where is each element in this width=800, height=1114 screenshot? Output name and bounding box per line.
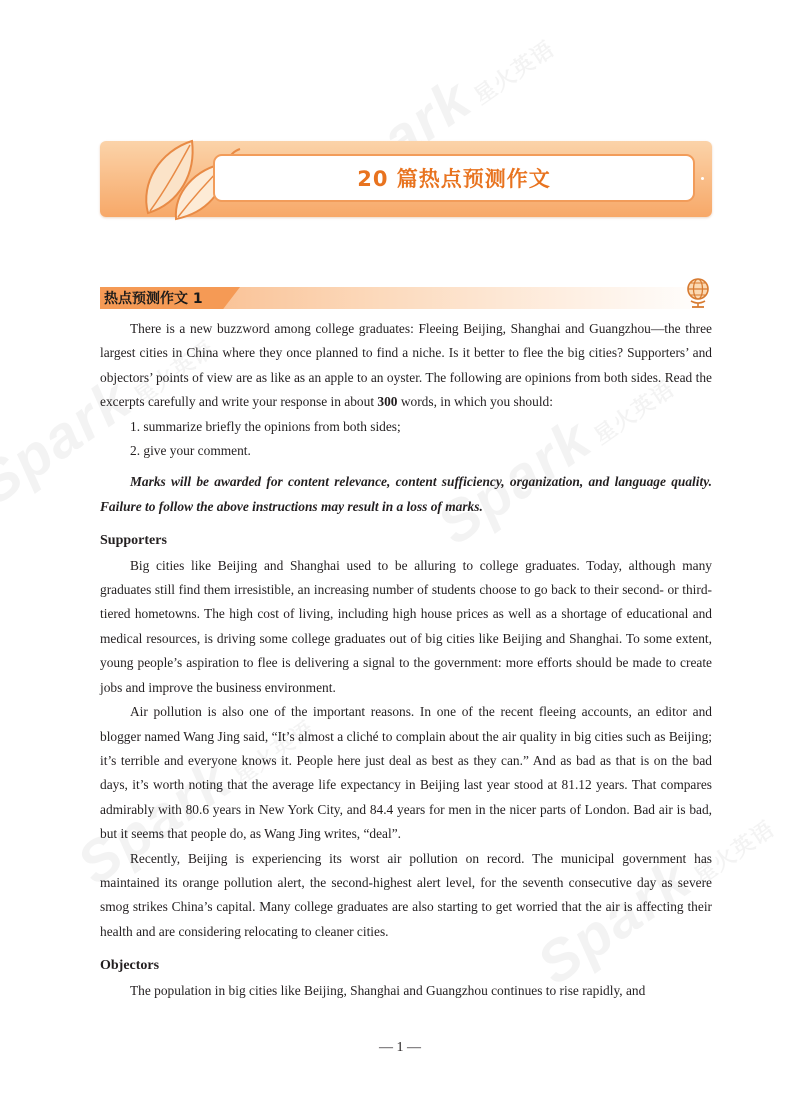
banner-title-box	[213, 154, 695, 202]
banner-dot	[701, 177, 704, 180]
word-count: 300	[377, 394, 398, 410]
section-title: 热点预测作文 1	[104, 291, 203, 307]
marks-note: Marks will be awarded for content relevance, content sufficiency, organization, and language quality. Failure to follow the above instructions may result in a loss of marks.	[100, 474, 712, 514]
title-banner	[100, 141, 712, 217]
document-body	[100, 317, 712, 1003]
section-header	[100, 287, 712, 309]
page-title: 20 篇热点预测作文	[357, 167, 551, 191]
globe-icon	[683, 276, 713, 308]
objectors-heading: Objectors	[100, 958, 160, 974]
supporters-heading: Supporters	[100, 533, 167, 549]
supporters-paragraph-3: Recently, Beijing is experiencing its worst air pollution on record. The municipal government has maintained its orange pollution alert, the second-highest alert level, for the seventh consecutive day as severe smog strikes China’s capital. Many college graduates are also starting to get worried that the air is affecting their health and are considering relocating to cleaner cities.	[100, 850, 712, 939]
list-item: 2. give your comment.	[130, 443, 251, 459]
supporters-paragraph-1: Big cities like Beijing and Shanghai used to be alluring to college graduates. Today, although many graduates still find them irresistible, an increasing number of students choose to go back to their second- or third-tiered hometowns. The high cost of living, including high house prices as well as a shortage of educational and medical resources, is driving some college graduates out of big cities like Beijing and Shanghai. To some extent, young people’s aspiration to flee is delivering a signal to the government: more efforts should be made to create jobs and improve the business environment.	[100, 557, 712, 695]
intro-paragraph: There is a new buzzword among college graduates: Fleeing Beijing, Shanghai and Guangzhou—the three largest cities in China where they once planned to find a niche. Is it better to flee the big cities? Supporters’ and objectors’ points of view are as like as an apple to an oyster. The following are opinions from both sides. Read the excerpts carefully and write your response in about 300 words, in which you should:	[100, 321, 712, 410]
page-number: — 1 —	[379, 1040, 421, 1055]
objectors-paragraph-1: The population in big cities like Beijing, Shanghai and Guangzhou continues to rise rapidly, and	[130, 982, 646, 998]
list-item: 1. summarize briefly the opinions from both sides;	[130, 418, 401, 434]
supporters-paragraph-2: Air pollution is also one of the important reasons. In one of the recent fleeing accounts, an editor and blogger named Wang Jing said, “It’s almost a cliché to complain about the air quality in big cities such as Beijing; it’s terrible and everyone knows it. People here just deal as best as they can.” And as bad as that is on the bad days, it’s worth noting that the average life expectancy in Beijing last year stood at 81.12 years. That compares admirably with 80.6 years in New York City, and 84.4 years for men in the nicer parts of London. Bad air is bad, but it seems that people do, as Wang Jing writes, “deal”.	[100, 704, 712, 842]
